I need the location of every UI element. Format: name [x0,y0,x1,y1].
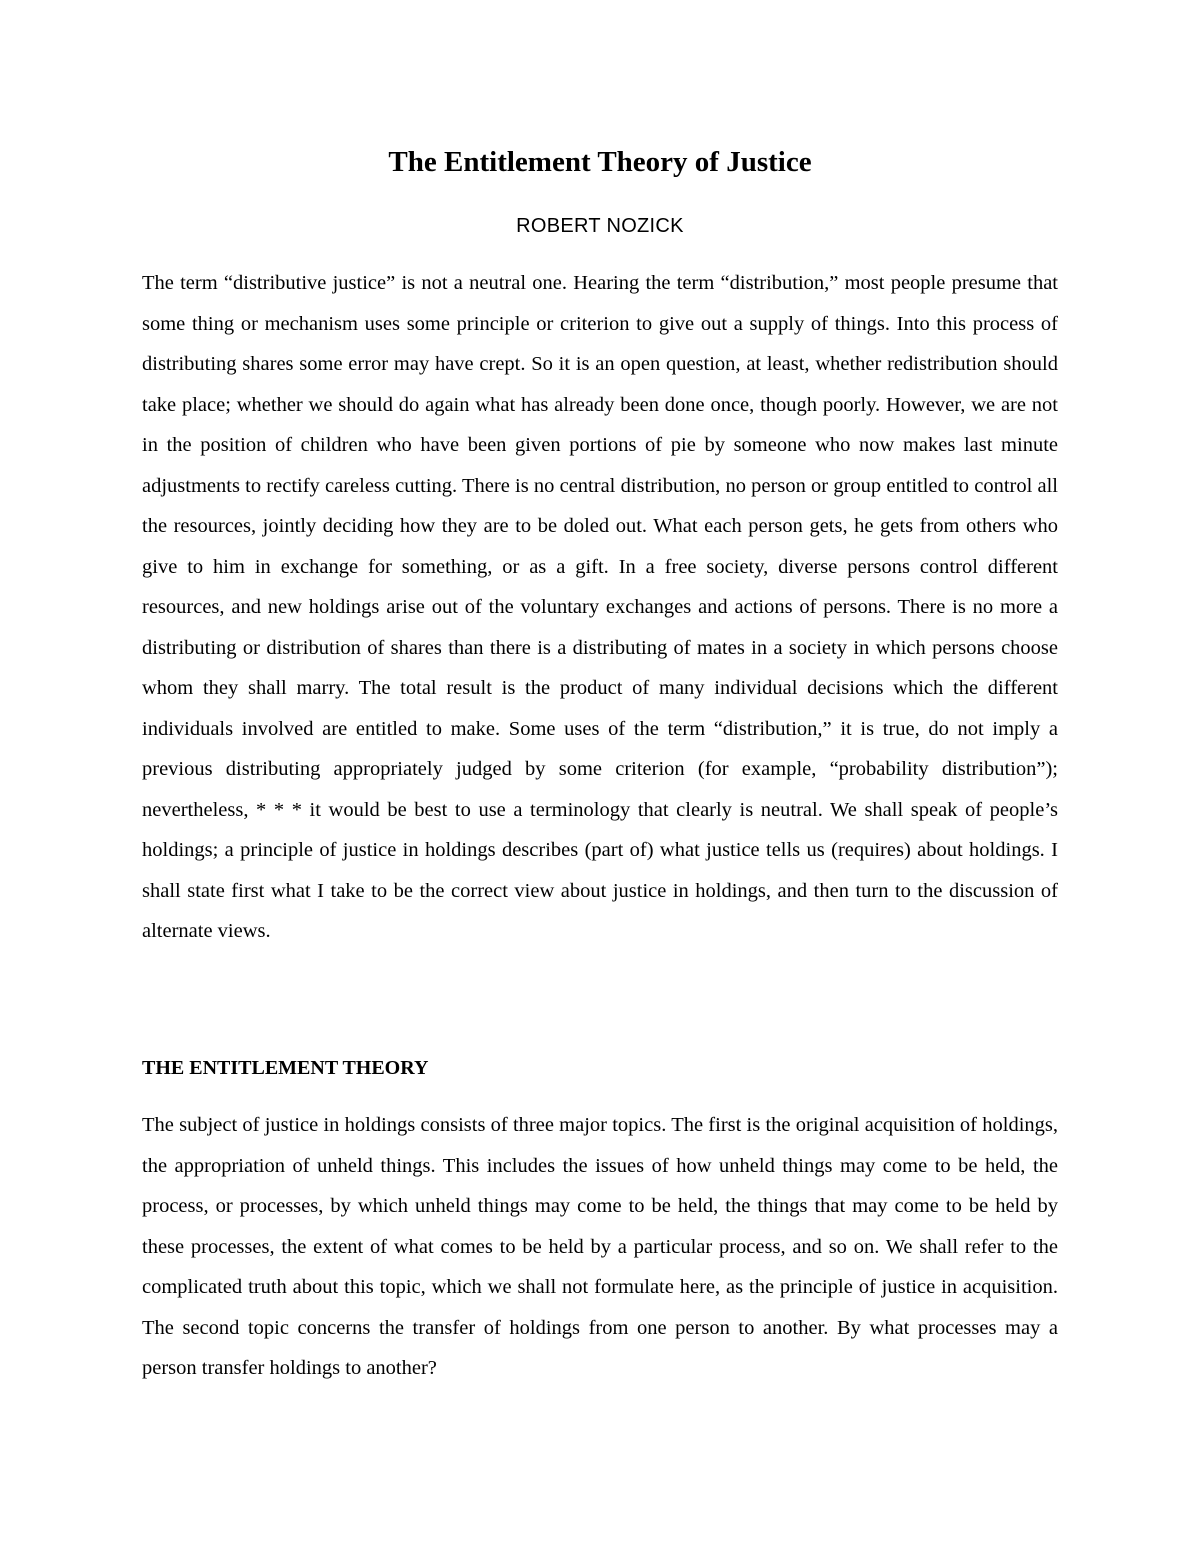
body-paragraph: The subject of justice in holdings consists of three major topics. The first is the original acquisition of holdings, the appropriation of unheld things. This includes the issues of how unheld things may come to be held, the process, or processes, by which unheld things may come to be held, the things that may come to be held by these processes, the extent of what comes to be held by a particular process, and so on. We shall refer to the complicated truth about this topic, which we shall not formulate here, as the principle of justice in acquisition. The second topic concerns the transfer of holdings from one person to another. By what processes may a person transfer holdings to another? [142,1114,1058,1379]
document-title: The Entitlement Theory of Justice [388,146,812,178]
author-name: ROBERT NOZICK [516,215,684,237]
section-heading: THE ENTITLEMENT THEORY [142,1057,429,1079]
body-paragraph: The term “distributive justice” is not a neutral one. Hearing the term “distribution,” most people presume that some thing or mechanism uses some principle or criterion to give out a supply of things. Into this process of distributing shares some error may have crept. So it is an open question, at least, whether redistribution should take place; whether we should do again what has already been done once, though poorly. However, we are not in the position of children who have been given portions of pie by someone who now makes last minute adjustments to rectify careless cutting. There is no central distribution, no person or group entitled to control all the resources, jointly deciding how they are to be doled out. What each person gets, he gets from others who give to him in exchange for something, or as a gift. In a free society, diverse persons control different resources, and new holdings arise out of the voluntary exchanges and actions of persons. There is no more a distributing or distribution of shares than there is a distributing of mates in a society in which persons choose whom they shall marry. The total result is the product of many individual decisions which the different individuals involved are entitled to make. Some uses of the term “distribution,” it is true, do not imply a previous distributing appropriately judged by some criterion (for example, “probability distribution”); nevertheless, * * * it would be best to use a terminology that clearly is neutral. We shall speak of people’s holdings; a principle of justice in holdings describes (part of) what justice tells us (requires) about holdings. I shall state first what I take to be the correct view about justice in holdings, and then turn to the discussion of alternate views. [142,272,1058,942]
